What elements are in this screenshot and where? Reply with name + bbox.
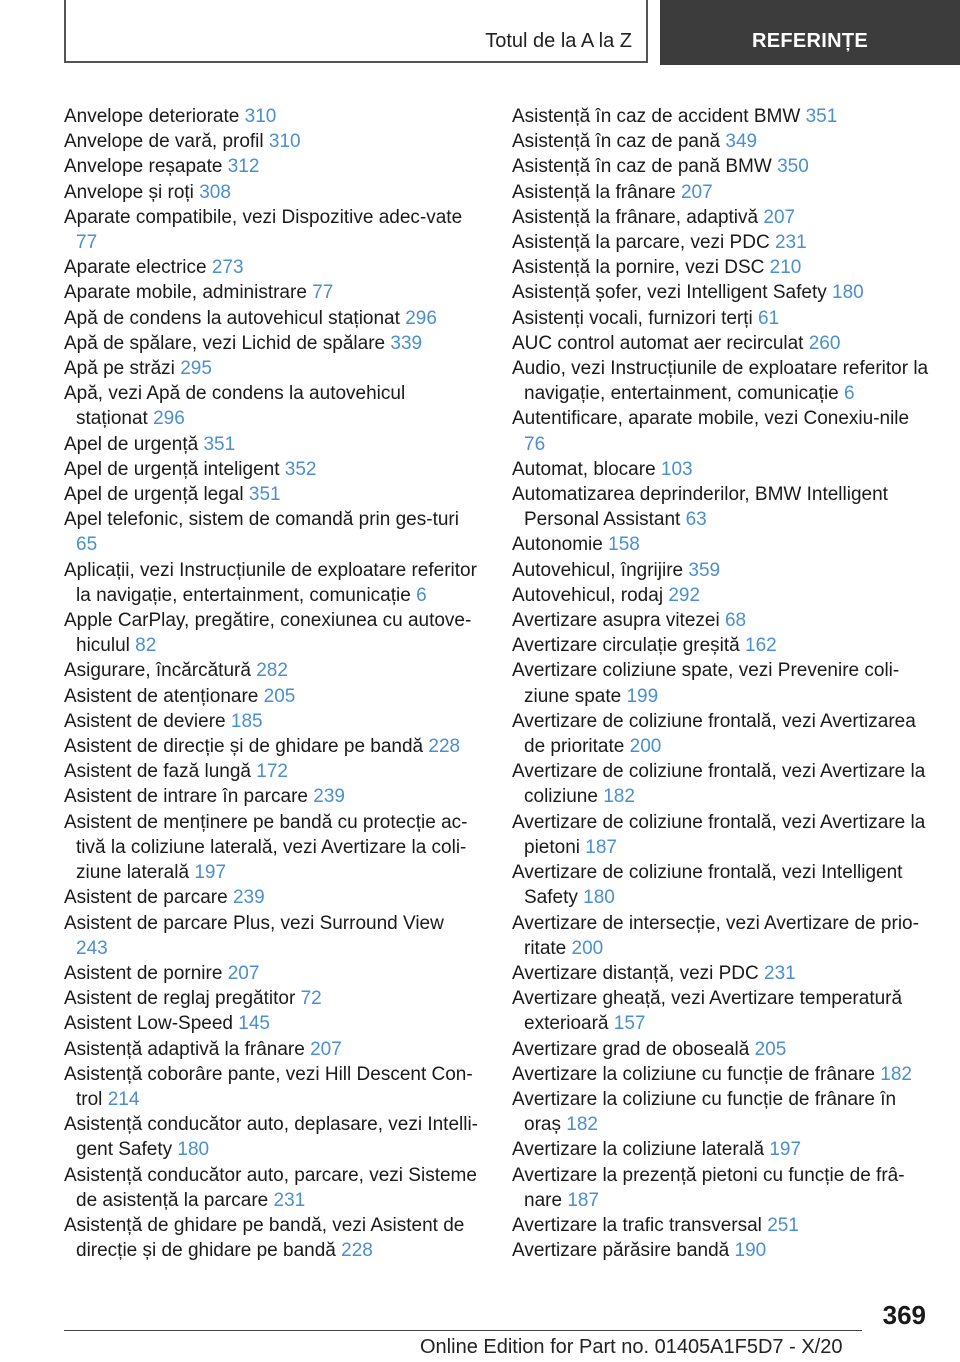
entry-term: Anvelope deteriorate <box>64 106 240 127</box>
index-entry <box>64 255 480 280</box>
index-entry <box>512 104 932 129</box>
entry-term: Avertizare grad de oboseală <box>512 1038 750 1060</box>
index-entry <box>64 507 480 557</box>
entry-term: Asistență în caz de pană <box>512 131 721 153</box>
entry-page-link[interactable]: 239 <box>232 887 265 909</box>
index-entry <box>64 784 480 809</box>
entry-page-link[interactable]: 200 <box>629 736 662 758</box>
index-entry <box>64 759 480 784</box>
entry-page-link[interactable]: 162 <box>745 635 777 657</box>
entry-term: Asistent de direcție și de ghidare pe bandă <box>64 736 424 758</box>
index-entry <box>512 180 932 205</box>
index-entry <box>64 280 480 305</box>
index-column-left <box>64 104 480 1263</box>
entry-term: Anvelope reșapate <box>64 156 223 178</box>
entry-term: AUC control automat aer recirculat <box>512 332 804 354</box>
section-title: Totul de la A la Z <box>485 30 632 52</box>
index-entry <box>64 885 480 910</box>
index-entry <box>512 1163 932 1213</box>
entry-term: Autonomie <box>512 534 603 556</box>
entry-page-link[interactable]: 351 <box>248 484 281 506</box>
index-entry <box>512 658 932 708</box>
entry-term: Asistent de parcare Plus, vezi Surround View <box>64 912 444 934</box>
entry-term: Aplicații, vezi Instrucțiunile de exploatare referitor la navigație, entertainment, comunicație <box>64 559 477 606</box>
entry-term: Apă de condens la autovehicul staționat <box>64 307 400 329</box>
entry-page-link[interactable]: 145 <box>238 1013 270 1035</box>
entry-term: Apă de spălare, vezi Lichid de spălare <box>64 332 386 354</box>
entry-page-link[interactable]: 6 <box>416 584 427 606</box>
index-entry <box>64 331 480 356</box>
entry-page-link[interactable]: 172 <box>256 761 288 783</box>
entry-term: Apă, vezi Apă de condens la autovehicul staționat <box>64 383 406 430</box>
entry-page-link[interactable]: 351 <box>805 106 838 127</box>
index-entry <box>64 104 480 129</box>
entry-term: Avertizare la coliziune cu funcție de frânare <box>512 1063 875 1085</box>
entry-page-link[interactable]: 352 <box>284 458 317 480</box>
entry-term: Asistent de atenționare <box>64 685 259 707</box>
entry-page-link[interactable]: 82 <box>135 635 157 657</box>
entry-term: Autovehicul, rodaj <box>512 584 664 606</box>
entry-term: Avertizare la coliziune laterală <box>512 1139 765 1161</box>
entry-page-link[interactable]: 76 <box>524 433 546 455</box>
entry-page-link[interactable]: 296 <box>405 307 437 329</box>
entry-page-link[interactable]: 182 <box>603 786 635 808</box>
index-entry <box>512 986 932 1036</box>
entry-term: Autentificare, aparate mobile, vezi Conexiu-nile <box>512 408 910 430</box>
entry-page-link[interactable]: 187 <box>567 1189 600 1211</box>
entry-term: Asistență la frânare <box>512 181 676 203</box>
entry-page-link[interactable]: 282 <box>256 660 288 682</box>
index-entry <box>512 255 932 280</box>
entry-term: Automat, blocare <box>512 458 656 480</box>
entry-page-link[interactable]: 296 <box>153 408 185 430</box>
entry-page-link[interactable]: 190 <box>734 1240 767 1262</box>
index-entry <box>512 1037 932 1062</box>
index-entry <box>512 482 932 532</box>
index-entry <box>64 558 480 608</box>
entry-page-link[interactable]: 243 <box>76 937 108 959</box>
entry-term: Asistent de pornire <box>64 962 223 984</box>
index-entry <box>64 432 480 457</box>
index-entry <box>512 860 932 910</box>
entry-page-link[interactable]: 180 <box>832 282 864 304</box>
entry-term: Avertizare asupra vitezei <box>512 610 720 632</box>
entry-term: Apel telefonic, sistem de comandă prin ges-turi <box>64 509 459 531</box>
entry-term: Avertizare la trafic transversal <box>512 1214 762 1236</box>
entry-term: Audio, vezi Instrucțiunile de exploatare referitor la navigație, entertainment, comunicație <box>512 358 929 405</box>
entry-page-link[interactable]: 349 <box>725 131 758 153</box>
index-entry <box>512 154 932 179</box>
entry-page-link[interactable]: 273 <box>211 257 244 279</box>
entry-page-link[interactable]: 239 <box>313 786 345 808</box>
entry-page-link[interactable]: 77 <box>76 232 98 254</box>
index-entry <box>64 1011 480 1036</box>
entry-term: Asistent Low-Speed <box>64 1013 233 1035</box>
entry-page-link[interactable]: 180 <box>583 887 615 909</box>
index-entry <box>64 1037 480 1062</box>
index-entry <box>64 482 480 507</box>
entry-term: Asistență conducător auto, parcare, vezi Sisteme de asistență la parcare <box>64 1164 477 1211</box>
entry-page-link[interactable]: 251 <box>767 1214 799 1236</box>
entry-page-link[interactable]: 182 <box>566 1114 598 1136</box>
entry-page-link[interactable]: 308 <box>199 181 231 203</box>
entry-term: Asistență la parcare, vezi PDC <box>512 232 770 254</box>
index-entry <box>512 633 932 658</box>
entry-term: Avertizare la coliziune cu funcție de frânare în oraș <box>512 1088 897 1136</box>
entry-page-link[interactable]: 182 <box>880 1063 912 1085</box>
entry-page-link[interactable]: 359 <box>688 559 721 581</box>
entry-page-link[interactable]: 185 <box>230 710 263 732</box>
entry-page-link[interactable]: 231 <box>764 962 796 984</box>
entry-term: Asistent de reglaj pregătitor <box>64 988 296 1010</box>
entry-page-link[interactable]: 72 <box>300 988 322 1010</box>
index-entry <box>512 532 932 557</box>
entry-page-link[interactable]: 312 <box>227 156 260 178</box>
entry-term: Asistent de deviere <box>64 710 226 732</box>
index-entry <box>64 658 480 683</box>
index-entry <box>512 911 932 961</box>
entry-term: Automatizarea deprinderilor, BMW Intelligent Personal Assistant <box>512 484 888 531</box>
entry-term: Avertizare părăsire bandă <box>512 1240 730 1262</box>
entry-term: Asistență de ghidare pe bandă, vezi Asistent de direcție și de ghidare pe bandă <box>64 1214 465 1262</box>
entry-term: Asistență la pornire, vezi DSC <box>512 257 765 279</box>
entry-page-link[interactable]: 197 <box>769 1139 802 1161</box>
entry-term: Apel de urgență inteligent <box>64 458 280 480</box>
index-entry <box>64 381 480 431</box>
entry-page-link[interactable]: 207 <box>310 1038 342 1060</box>
entry-page-link[interactable]: 199 <box>626 685 659 707</box>
entry-term: Asistent de intrare în parcare <box>64 786 308 808</box>
header-section-box <box>64 0 648 63</box>
entry-term: Autovehicul, îngrijire <box>512 559 684 581</box>
index-entry <box>64 961 480 986</box>
entry-term: Asistent de fază lungă <box>64 761 251 783</box>
index-entry <box>512 961 932 986</box>
entry-page-link[interactable]: 310 <box>268 131 301 153</box>
page-number: 369 <box>882 1300 926 1330</box>
index-entry <box>512 406 932 456</box>
entry-page-link[interactable]: 260 <box>808 332 841 354</box>
index-entry <box>512 230 932 255</box>
entry-term: Avertizare de coliziune frontală, vezi Avertizare la pietoni <box>512 811 926 858</box>
entry-term: Asistență adaptivă la frânare <box>64 1038 305 1060</box>
index-entry <box>512 1213 932 1238</box>
entry-term: Avertizare de coliziune frontală, vezi Intelligent Safety <box>512 862 903 909</box>
index-entry <box>512 810 932 860</box>
index-entry <box>64 1163 480 1213</box>
index-entry <box>64 180 480 205</box>
index-entry <box>512 280 932 305</box>
entry-page-link[interactable]: 157 <box>613 1013 646 1035</box>
entry-term: Asistent de menținere pe bandă cu protecție ac-tivă la coliziune laterală, vezi Avertizare la coli-ziune laterală <box>64 811 468 884</box>
index-entry <box>512 205 932 230</box>
entry-term: Avertizare de coliziune frontală, vezi Avertizarea de prioritate <box>512 710 916 758</box>
entry-term: Avertizare de intersecție, vezi Avertizare de prio-ritate <box>512 912 919 959</box>
entry-page-link[interactable]: 207 <box>680 181 713 203</box>
entry-page-link[interactable]: 295 <box>180 358 212 380</box>
entry-page-link[interactable]: 228 <box>341 1240 373 1262</box>
entry-page-link[interactable]: 180 <box>177 1139 210 1161</box>
entry-page-link[interactable]: 68 <box>724 610 747 632</box>
entry-page-link[interactable]: 65 <box>76 534 98 556</box>
entry-page-link[interactable]: 228 <box>428 736 461 758</box>
entry-page-link[interactable]: 214 <box>107 1088 140 1110</box>
index-entry <box>64 205 480 255</box>
index-entry <box>512 608 932 633</box>
entry-term: Avertizare distanță, vezi PDC <box>512 962 759 984</box>
index-entry <box>64 911 480 961</box>
entry-page-link[interactable]: 77 <box>312 282 334 304</box>
index-entry <box>512 129 932 154</box>
entry-page-link[interactable]: 200 <box>571 937 604 959</box>
entry-term: Apel de urgență legal <box>64 484 244 506</box>
entry-term: Asigurare, încărcătură <box>64 660 251 682</box>
footer-divider <box>64 1330 862 1331</box>
entry-page-link[interactable]: 210 <box>769 257 802 279</box>
entry-page-link[interactable]: 205 <box>754 1038 787 1060</box>
entry-term: Aparate electrice <box>64 257 207 279</box>
index-entry <box>64 154 480 179</box>
index-entry <box>64 356 480 381</box>
entry-page-link[interactable]: 231 <box>273 1189 306 1211</box>
index-entry <box>64 306 480 331</box>
index-entry <box>512 558 932 583</box>
entry-page-link[interactable]: 310 <box>244 106 277 127</box>
index-entry <box>64 986 480 1011</box>
index-entry <box>512 331 932 356</box>
index-entry <box>512 1087 932 1137</box>
entry-term: Avertizare de coliziune frontală, vezi Avertizare la coliziune <box>512 761 926 808</box>
index-entry <box>512 1137 932 1162</box>
entry-page-link[interactable]: 187 <box>585 836 617 858</box>
index-entry <box>64 734 480 759</box>
entry-page-link[interactable]: 6 <box>844 383 855 405</box>
index-entry <box>64 457 480 482</box>
entry-term: Asistență în caz de pană BMW <box>512 156 772 178</box>
header-chapter-tab[interactable] <box>660 0 960 65</box>
index-entry <box>512 356 932 406</box>
index-entry <box>64 1213 480 1263</box>
entry-page-link[interactable]: 197 <box>194 862 227 884</box>
entry-term: Asistență conducător auto, deplasare, vezi Intelli-gent Safety <box>64 1114 479 1161</box>
index-entry <box>512 457 932 482</box>
index-entry <box>64 709 480 734</box>
index-entry <box>64 684 480 709</box>
entry-term: Aparate mobile, administrare <box>64 282 307 304</box>
entry-term: Avertizare circulație greșită <box>512 635 740 657</box>
entry-page-link[interactable]: 103 <box>660 458 693 480</box>
footer-edition: Online Edition for Part no. 01405A1F5D7 - X/20 <box>420 1336 843 1358</box>
entry-term: Asistenți vocali, furnizori terți <box>512 307 753 329</box>
index-entry <box>512 306 932 331</box>
entry-term: Apel de urgență <box>64 433 199 455</box>
entry-term: Avertizare la prezență pietoni cu funcție de frâ-nare <box>512 1164 905 1211</box>
index-entry <box>512 1238 932 1263</box>
entry-page-link[interactable]: 158 <box>608 534 640 556</box>
index-entry <box>64 1112 480 1162</box>
entry-term: Asistență la frânare, adaptivă <box>512 206 759 228</box>
entry-term: Apă pe străzi <box>64 358 175 380</box>
chapter-title: REFERINȚE <box>751 30 869 52</box>
entry-term: Avertizare gheață, vezi Avertizare temperatură exterioară <box>512 988 903 1035</box>
entry-page-link[interactable]: 351 <box>203 433 236 455</box>
entry-term: Avertizare coliziune spate, vezi Prevenire coli-ziune spate <box>512 660 900 707</box>
entry-term: Asistență coborâre pante, vezi Hill Descent Con-trol <box>64 1063 473 1110</box>
index-entry <box>512 583 932 608</box>
entry-term: Asistență în caz de accident BMW <box>512 106 801 127</box>
entry-term: Asistență șofer, vezi Intelligent Safety <box>512 282 827 304</box>
entry-page-link[interactable]: 63 <box>685 509 707 531</box>
entry-page-link[interactable]: 207 <box>763 206 796 228</box>
index-entry <box>64 1062 480 1112</box>
entry-term: Apple CarPlay, pregătire, conexiunea cu autove-hiculul <box>64 610 472 657</box>
index-entry <box>64 129 480 154</box>
entry-page-link[interactable]: 207 <box>227 962 260 984</box>
entry-page-link[interactable]: 292 <box>668 584 701 606</box>
entry-term: Aparate compatibile, vezi Dispozitive adec-vate <box>64 206 463 228</box>
entry-page-link[interactable]: 350 <box>777 156 809 178</box>
entry-page-link[interactable]: 339 <box>390 332 423 354</box>
entry-term: Anvelope de vară, profil <box>64 131 264 153</box>
entry-page-link[interactable]: 231 <box>774 232 807 254</box>
index-entry <box>64 608 480 658</box>
index-column-right <box>512 104 932 1263</box>
entry-page-link[interactable]: 61 <box>758 307 780 329</box>
entry-term: Anvelope și roți <box>64 181 194 203</box>
index-entry <box>512 1062 932 1087</box>
index-entry <box>64 810 480 886</box>
index-entry <box>512 709 932 759</box>
entry-page-link[interactable]: 205 <box>263 685 296 707</box>
index-entry <box>512 759 932 809</box>
entry-term: Asistent de parcare <box>64 887 228 909</box>
